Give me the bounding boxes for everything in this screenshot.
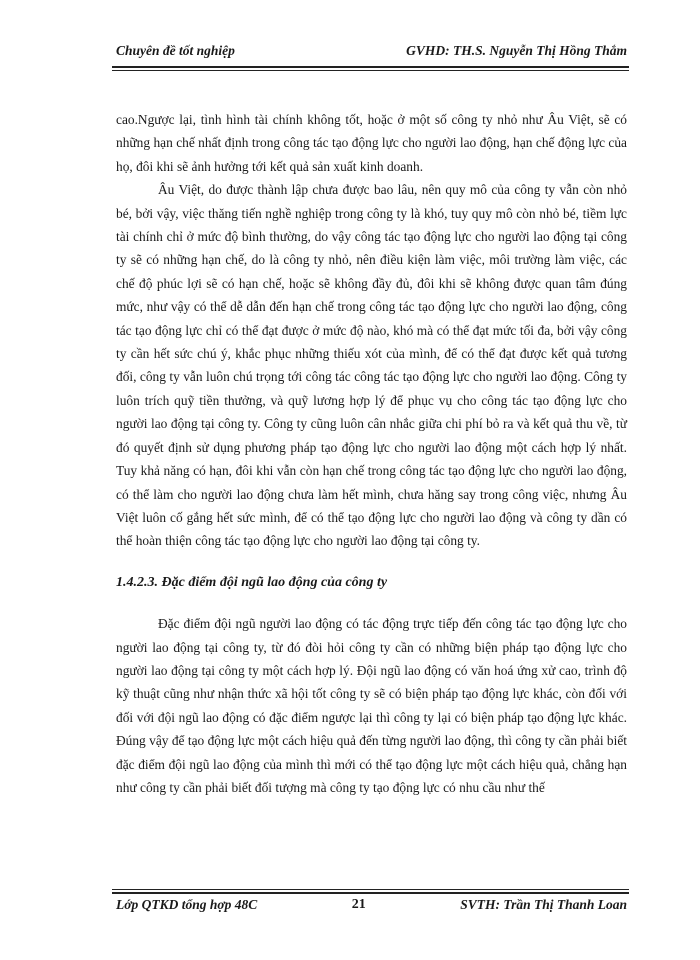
document-body: [116, 108, 627, 799]
header-advisor: GVHD: TH.S. Nguyễn Thị Hồng Thắm: [406, 43, 627, 58]
paragraph-au-viet: Âu Việt, do được thành lập chưa được bao lâu, nên quy mô của công ty vẫn còn nhỏ bé, bởi vậy, việc thăng tiến nghề nghiệp trong công ty là khó, tuy quy mô còn nhỏ bé, tiềm lực tài chính chỉ ở mức độ bình thường, do vậy công tác tạo động lực cho người lao động tại công ty sẽ có những hạn chế, do là công ty nhỏ, nên điều kiện làm việc, môi trường làm việc, các chế độ phúc lợi sẽ có hạn chế, hoặc sẽ không đầy đủ, đôi khi sẽ không được quan tâm đúng mức, như vậy có thể dễ dẫn đến hạn chế trong công tác tạo động lực cho người lao động, công tác tạo động lực chỉ có thể đạt được ở mức độ nào, khó mà có thể đạt mức tối đa, bởi vậy công ty cần hết sức chú ý, khắc phục những thiếu xót của mình, để có thể đạt được kết quả tương đối, công ty vẫn luôn chú trọng tới công tác công tác tạo động lực cho người lao động. Công ty luôn trích quỹ tiền thưởng, và quỹ lương hợp lý để phục vụ cho công tác tạo động lực cho người lao động tại công ty. Công ty cũng luôn cân nhắc giữa chi phí bỏ ra và kết quả thu về, từ đó quyết định sử dụng phương pháp tạo động lực cho người lao động một cách hợp lý nhất. Tuy khả năng có hạn, đôi khi vẫn còn hạn chế trong công tác tạo động lực cho người lao động, có thể làm cho người lao động chưa làm hết mình, chưa hăng say trong công việc, nhưng Âu Việt luôn cố gắng hết sức mình, để có thể tạo động lực cho người lao động và công ty dần có thể hoàn thiện công tác tạo động lực cho người lao động tại công ty.: [116, 182, 627, 549]
page-footer: [116, 897, 627, 913]
paragraph-continuation: cao.Ngược lại, tình hình tài chính không tốt, hoặc ở một số công ty nhỏ như Âu Việt, sẽ có những hạn chế nhất định trong công tác tạo động lực cho người lao động, hạn chế động lực của họ, đôi khi sẽ ảnh hưởng tới kết quả sản xuất kinh doanh.: [116, 112, 627, 174]
paragraph-workforce: Đặc điểm đội ngũ người lao động có tác động trực tiếp đến công tác tạo động lực cho người lao động tại công ty, từ đó đòi hỏi công ty cần có những biện pháp tạo động lực cho người lao động tại công ty một cách hợp lý. Đội ngũ lao động có văn hoá ứng xử cao, trình độ kỹ thuật cũng như nhận thức xã hội tốt công ty sẽ có biện pháp tạo động lực khác, còn đối với đối với đội ngũ lao động có đặc điểm ngược lại thì công ty lại có biện pháp tạo động lực khác. Đúng vậy để tạo động lực một cách hiệu quả đến từng người lao động, thì công ty cần phải biết đặc điểm đội ngũ lao động của mình thì mới có thể tạo động lực một cách hiệu quả, chẳng hạn như công ty cần phải biết đối tượng mà công ty tạo động lực có nhu cầu như thế: [116, 616, 627, 795]
header-course-title: Chuyên đề tốt nghiệp: [116, 43, 235, 58]
footer-class: Lớp QTKD tổng hợp 48C: [116, 897, 258, 912]
header-divider: [112, 66, 629, 71]
page-number: 21: [351, 897, 366, 912]
footer-divider: [112, 889, 629, 894]
section-heading: 1.4.2.3. Đặc điểm đội ngũ lao động của công ty: [116, 574, 388, 590]
page-header: [116, 43, 627, 59]
footer-student: SVTH: Trần Thị Thanh Loan: [460, 897, 627, 912]
